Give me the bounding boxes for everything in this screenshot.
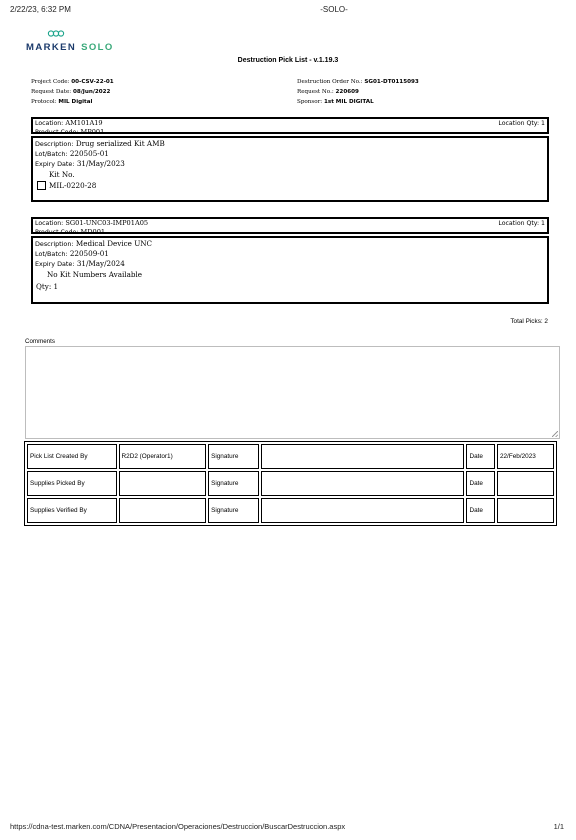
signature-field[interactable] [261, 444, 465, 469]
meta-left [31, 77, 114, 107]
signature-label-cell: Signature [208, 444, 259, 469]
name-cell[interactable] [119, 471, 207, 496]
logo-product: SOLO [81, 42, 114, 53]
signature-field[interactable] [261, 471, 465, 496]
pick-details [31, 236, 549, 304]
request-date-label: Request Date: [31, 89, 72, 95]
date-cell: 22/Feb/2023 [497, 444, 554, 469]
date-label-cell: Date [466, 444, 494, 469]
pick-location-header [31, 217, 549, 234]
lot-value: 220509-01 [69, 249, 109, 258]
date-cell[interactable] [497, 471, 554, 496]
signature-label-cell: Signature [208, 498, 259, 523]
destruction-order-label: Destruction Order No.: [297, 79, 363, 85]
location-value: SG01-UNC03-IMP01A05 [65, 219, 149, 227]
pick-details [31, 136, 549, 202]
people-icon [46, 22, 66, 41]
product-code-value: MP001 [80, 128, 105, 136]
location-qty: Location Qty: 1 [498, 120, 545, 127]
resize-grip-icon[interactable] [552, 431, 558, 437]
print-page-number: 1/1 [553, 822, 564, 831]
project-code: 00-CSV-22-01 [71, 79, 114, 85]
location-label: Location: [35, 220, 64, 227]
description-value: Medical Device UNC [75, 239, 153, 248]
total-picks: Total Picks: 2 [510, 318, 548, 325]
name-cell: R2D2 (Operator1) [119, 444, 207, 469]
pick-item [31, 217, 549, 304]
date-cell[interactable] [497, 498, 554, 523]
table-row [27, 471, 554, 496]
expiry-value: 31/May/2023 [76, 159, 125, 168]
lot-value: 220505-01 [69, 149, 109, 158]
print-datetime: 2/22/23, 6:32 PM [10, 5, 71, 14]
request-no: 220609 [335, 89, 359, 95]
document-title: Destruction Pick List - v.1.19.3 [237, 57, 339, 64]
role-cell: Supplies Verified By [27, 498, 117, 523]
request-date: 08/Jun/2022 [72, 89, 111, 95]
logo-brand: MARKEN [26, 42, 77, 53]
product-code-label: Product Code: [35, 129, 79, 136]
marken-solo-logo [26, 22, 114, 53]
date-label-cell: Date [466, 471, 494, 496]
location-value: AM101A19 [65, 119, 103, 127]
print-page-title: -SOLO- [320, 5, 348, 14]
description-value: Drug serialized Kit AMB [75, 139, 165, 148]
sponsor-label: Sponsor: [297, 99, 323, 105]
table-row [27, 444, 554, 469]
request-no-label: Request No.: [297, 89, 334, 95]
signature-field[interactable] [261, 498, 465, 523]
name-cell[interactable] [119, 498, 207, 523]
lot-label: Lot/Batch: [35, 150, 68, 158]
kit-checkbox[interactable] [37, 181, 46, 190]
project-code-label: Project Code: [31, 79, 70, 85]
print-url: https://cdna-test.marken.com/CDNA/Presentacion/Operaciones/Destruccion/BuscarDestruccion.aspx [10, 822, 346, 831]
comments-label: Comments [25, 338, 55, 345]
pick-location-header [31, 117, 549, 134]
sponsor: 1st MIL DIGITAL [323, 99, 374, 105]
expiry-label: Expiry Date: [35, 260, 75, 268]
signature-table [24, 441, 557, 526]
description-label: Description: [35, 140, 74, 148]
role-cell: Supplies Picked By [27, 471, 117, 496]
no-kits-text: No Kit Numbers Available [47, 270, 143, 279]
protocol: MIL Digital [58, 99, 93, 105]
product-code-label: Product Code: [35, 229, 79, 236]
signature-label-cell: Signature [208, 471, 259, 496]
kit-number: MIL-0220-28 [49, 181, 97, 190]
pick-item [31, 117, 549, 202]
location-qty: Location Qty: 1 [498, 220, 545, 227]
lot-label: Lot/Batch: [35, 250, 68, 258]
date-label-cell: Date [466, 498, 494, 523]
expiry-value: 31/May/2024 [76, 259, 125, 268]
meta-right [297, 77, 419, 107]
table-row [27, 498, 554, 523]
location-label: Location: [35, 120, 64, 127]
product-code-value: MD001 [80, 228, 106, 236]
protocol-label: Protocol: [31, 99, 57, 105]
kit-no-label: Kit No. [49, 170, 75, 179]
qty-text: Qty: 1 [36, 282, 59, 291]
expiry-label: Expiry Date: [35, 160, 75, 168]
destruction-order: SG01-DT0115093 [364, 79, 419, 85]
comments-textarea[interactable] [25, 346, 560, 439]
description-label: Description: [35, 240, 74, 248]
role-cell: Pick List Created By [27, 444, 117, 469]
